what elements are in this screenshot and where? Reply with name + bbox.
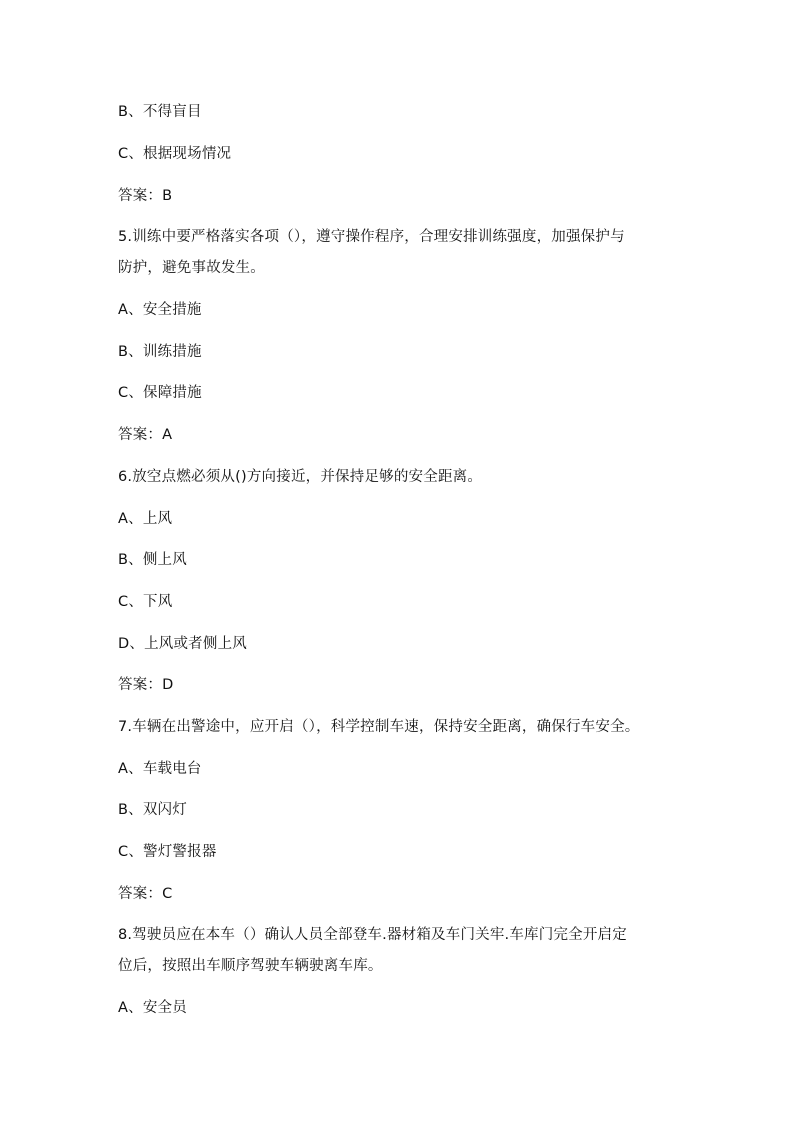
- option-a-q6: A、上风: [118, 511, 173, 527]
- answer-q7: 答案：C: [118, 886, 173, 902]
- option-a-q7: A、车载电台: [118, 761, 202, 777]
- answer-q6: 答案：D: [118, 677, 174, 693]
- option-b-q7: B、双闪灯: [118, 802, 187, 818]
- option-b-q6: B、侧上风: [118, 552, 187, 568]
- question-5-line-2: 防护，避免事故发生。: [118, 260, 265, 276]
- option-c-q7: C、警灯警报器: [118, 844, 217, 860]
- option-c-q5: C、保障措施: [118, 385, 202, 401]
- question-5-line-1: 5.训练中要严格落实各项（），遵守操作程序，合理安排训练强度，加强保护与: [118, 229, 625, 245]
- question-8-line-1: 8.驾驶员应在本车（）确认人员全部登车.器材箱及车门关牢.车库门完全开启定: [118, 927, 627, 943]
- option-c-q4: C、根据现场情况: [118, 146, 232, 162]
- answer-q5: 答案：A: [118, 427, 173, 443]
- option-b-q4: B、不得盲目: [118, 104, 202, 120]
- question-8-line-2: 位后，按照出车顺序驾驶车辆驶离车库。: [118, 958, 383, 974]
- option-d-q6: D、上风或者侧上风: [118, 636, 247, 652]
- option-a-q5: A、安全措施: [118, 302, 202, 318]
- question-6: 6.放空点燃必须从()方向接近，并保持足够的安全距离。: [118, 469, 483, 485]
- option-b-q5: B、训练措施: [118, 344, 202, 360]
- option-a-q8: A、安全员: [118, 1000, 187, 1016]
- answer-q4: 答案：B: [118, 188, 173, 204]
- question-7: 7.车辆在出警途中，应开启（），科学控制车速，保持安全距离，确保行车安全。: [118, 719, 640, 735]
- option-c-q6: C、下风: [118, 594, 173, 610]
